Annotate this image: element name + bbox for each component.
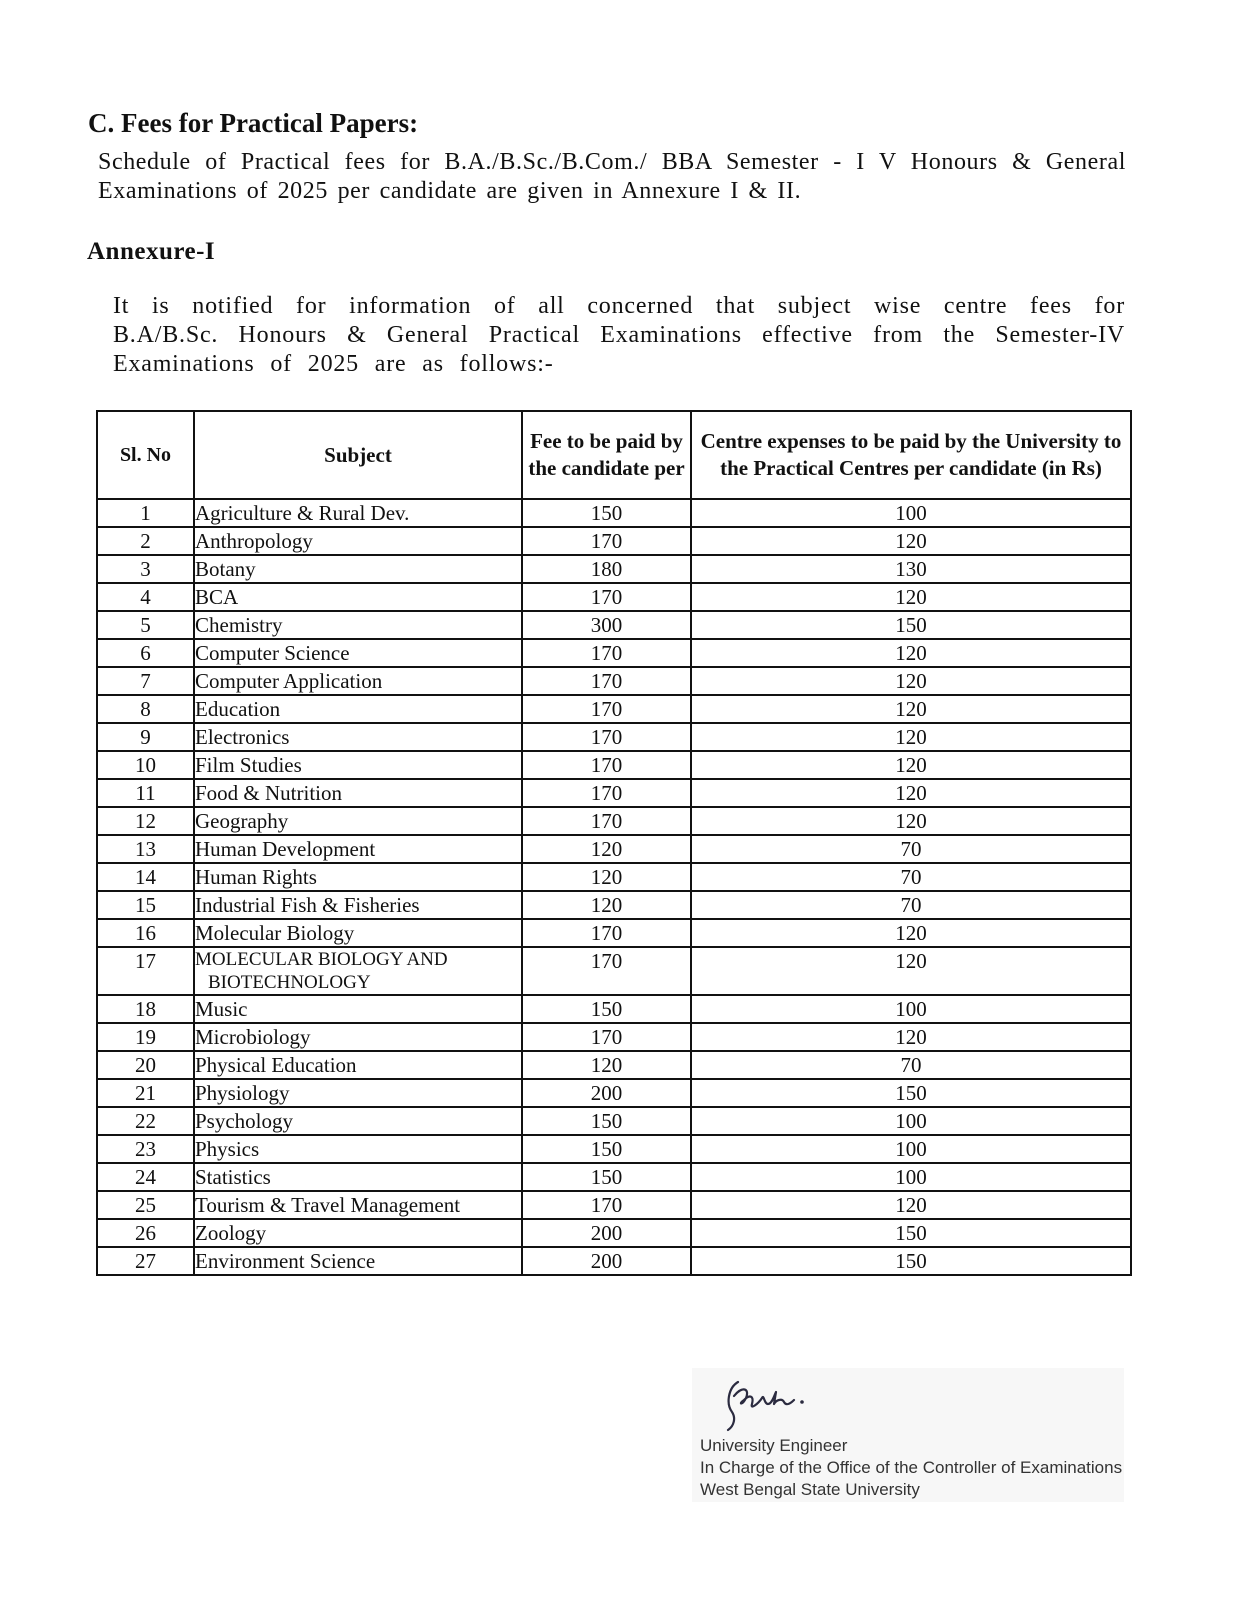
table-row	[97, 1247, 1131, 1275]
fee: 150	[522, 1107, 691, 1135]
fee: 170	[522, 919, 691, 947]
table-row	[97, 1079, 1131, 1107]
subject: Agriculture & Rural Dev.	[194, 499, 522, 527]
fee: 150	[522, 1163, 691, 1191]
subject: Electronics	[194, 723, 522, 751]
table-row	[97, 1219, 1131, 1247]
subject: Zoology	[194, 1219, 522, 1247]
sl-no: 13	[97, 835, 194, 863]
sl-no: 9	[97, 723, 194, 751]
fee: 150	[522, 499, 691, 527]
fee: 170	[522, 723, 691, 751]
table-row	[97, 947, 1131, 995]
sl-no: 19	[97, 1023, 194, 1051]
centre-expense: 120	[691, 919, 1131, 947]
table-row	[97, 583, 1131, 611]
sl-no: 25	[97, 1191, 194, 1219]
subject: Statistics	[194, 1163, 522, 1191]
intro-paragraph: Schedule of Practical fees for B.A./B.Sc./B.Com./ BBA Semester - I V Honours & General Examinations of 2025 per candidate are given in Annexure I & II.	[98, 149, 1126, 204]
sl-no: 12	[97, 807, 194, 835]
sl-no: 21	[97, 1079, 194, 1107]
centre-expense: 120	[691, 947, 1131, 995]
centre-expense: 120	[691, 695, 1131, 723]
table-row	[97, 639, 1131, 667]
sl-no: 6	[97, 639, 194, 667]
subject: Geography	[194, 807, 522, 835]
table-row	[97, 723, 1131, 751]
sl-no: 5	[97, 611, 194, 639]
fee: 170	[522, 1023, 691, 1051]
fee: 170	[522, 527, 691, 555]
header-subject: Subject	[194, 411, 522, 499]
subject: BCA	[194, 583, 522, 611]
table-row	[97, 995, 1131, 1023]
fee: 120	[522, 891, 691, 919]
fee: 170	[522, 1191, 691, 1219]
sl-no: 22	[97, 1107, 194, 1135]
centre-expense: 150	[691, 611, 1131, 639]
centre-expense: 100	[691, 499, 1131, 527]
table-row	[97, 695, 1131, 723]
centre-expense: 70	[691, 891, 1131, 919]
subject: Music	[194, 995, 522, 1023]
table-row	[97, 779, 1131, 807]
signature-office: In Charge of the Office of the Controller of Examinations	[700, 1458, 1123, 1477]
subject: Physiology	[194, 1079, 522, 1107]
centre-expense: 70	[691, 835, 1131, 863]
table-row	[97, 751, 1131, 779]
signature-university: West Bengal State University	[700, 1480, 920, 1499]
subject-line-2: BIOTECHNOLOGY	[208, 972, 371, 993]
subject: Human Development	[194, 835, 522, 863]
centre-expense: 120	[691, 723, 1131, 751]
header-centre-expenses: Centre expenses to be paid by the University to the Practical Centres per candidate (in Rs)	[691, 411, 1131, 499]
centre-expense: 120	[691, 751, 1131, 779]
sl-no: 7	[97, 667, 194, 695]
table-header-row	[97, 411, 1131, 499]
subject: Botany	[194, 555, 522, 583]
table-row	[97, 835, 1131, 863]
table-row	[97, 527, 1131, 555]
fee: 200	[522, 1219, 691, 1247]
centre-expense: 130	[691, 555, 1131, 583]
table-row	[97, 807, 1131, 835]
notice-paragraph: It is notified for information of all concerned that subject wise centre fees for B.A/B.Sc. Honours & General Practical Examinations effective from the Semester-IV Examinations of 2025 are as follows:-	[113, 293, 1125, 377]
fee: 150	[522, 1135, 691, 1163]
header-sl-no: Sl. No	[97, 411, 194, 499]
subject: Education	[194, 695, 522, 723]
fee: 170	[522, 639, 691, 667]
table-row	[97, 1163, 1131, 1191]
section-heading: C. Fees for Practical Papers:	[88, 108, 419, 138]
subject: Psychology	[194, 1107, 522, 1135]
signature-icon	[720, 1374, 820, 1438]
sl-no: 23	[97, 1135, 194, 1163]
sl-no: 8	[97, 695, 194, 723]
subject: Physics	[194, 1135, 522, 1163]
signature-title: University Engineer	[700, 1436, 848, 1455]
fee: 200	[522, 1079, 691, 1107]
centre-expense: 120	[691, 807, 1131, 835]
centre-expense: 150	[691, 1247, 1131, 1275]
fee: 120	[522, 1051, 691, 1079]
fee: 170	[522, 947, 691, 995]
signature-block	[692, 1368, 1124, 1502]
sl-no: 4	[97, 583, 194, 611]
table-row	[97, 499, 1131, 527]
table-row	[97, 863, 1131, 891]
table-row	[97, 611, 1131, 639]
table-row	[97, 555, 1131, 583]
fee: 200	[522, 1247, 691, 1275]
centre-expense: 150	[691, 1219, 1131, 1247]
sl-no: 15	[97, 891, 194, 919]
fee: 300	[522, 611, 691, 639]
subject: Chemistry	[194, 611, 522, 639]
table-row	[97, 1191, 1131, 1219]
fee: 170	[522, 779, 691, 807]
centre-expense: 100	[691, 1107, 1131, 1135]
subject: Food & Nutrition	[194, 779, 522, 807]
subject: Film Studies	[194, 751, 522, 779]
fee: 170	[522, 695, 691, 723]
centre-expense: 120	[691, 1191, 1131, 1219]
fee: 170	[522, 583, 691, 611]
sl-no: 24	[97, 1163, 194, 1191]
header-fee: Fee to be paid by the candidate per	[522, 411, 691, 499]
table-row	[97, 1107, 1131, 1135]
subject: Microbiology	[194, 1023, 522, 1051]
centre-expense: 120	[691, 639, 1131, 667]
sl-no: 17	[97, 947, 194, 995]
sl-no: 2	[97, 527, 194, 555]
fee: 120	[522, 835, 691, 863]
centre-expense: 100	[691, 1163, 1131, 1191]
table-row	[97, 1051, 1131, 1079]
subject-line-1: MOLECULAR BIOLOGY AND	[195, 949, 448, 970]
subject	[194, 947, 522, 995]
table-row	[97, 667, 1131, 695]
centre-expense: 120	[691, 779, 1131, 807]
subject: Human Rights	[194, 863, 522, 891]
fees-table	[96, 410, 1132, 1276]
subject: Environment Science	[194, 1247, 522, 1275]
subject: Physical Education	[194, 1051, 522, 1079]
subject: Computer Science	[194, 639, 522, 667]
table-row	[97, 891, 1131, 919]
table-row	[97, 1135, 1131, 1163]
sl-no: 10	[97, 751, 194, 779]
annexure-title: Annexure-I	[87, 238, 216, 265]
centre-expense: 120	[691, 667, 1131, 695]
fee: 150	[522, 995, 691, 1023]
sl-no: 1	[97, 499, 194, 527]
centre-expense: 150	[691, 1079, 1131, 1107]
subject: Anthropology	[194, 527, 522, 555]
sl-no: 3	[97, 555, 194, 583]
table-row	[97, 919, 1131, 947]
sl-no: 20	[97, 1051, 194, 1079]
centre-expense: 120	[691, 583, 1131, 611]
centre-expense: 70	[691, 1051, 1131, 1079]
centre-expense: 120	[691, 1023, 1131, 1051]
centre-expense: 70	[691, 863, 1131, 891]
subject: Computer Application	[194, 667, 522, 695]
subject: Industrial Fish & Fisheries	[194, 891, 522, 919]
table-row	[97, 1023, 1131, 1051]
fee: 180	[522, 555, 691, 583]
sl-no: 11	[97, 779, 194, 807]
subject: Molecular Biology	[194, 919, 522, 947]
fee: 170	[522, 667, 691, 695]
sl-no: 27	[97, 1247, 194, 1275]
centre-expense: 100	[691, 995, 1131, 1023]
centre-expense: 120	[691, 527, 1131, 555]
fee: 170	[522, 807, 691, 835]
fee: 120	[522, 863, 691, 891]
subject: Tourism & Travel Management	[194, 1191, 522, 1219]
sl-no: 14	[97, 863, 194, 891]
centre-expense: 100	[691, 1135, 1131, 1163]
sl-no: 16	[97, 919, 194, 947]
sl-no: 26	[97, 1219, 194, 1247]
fee: 170	[522, 751, 691, 779]
sl-no: 18	[97, 995, 194, 1023]
